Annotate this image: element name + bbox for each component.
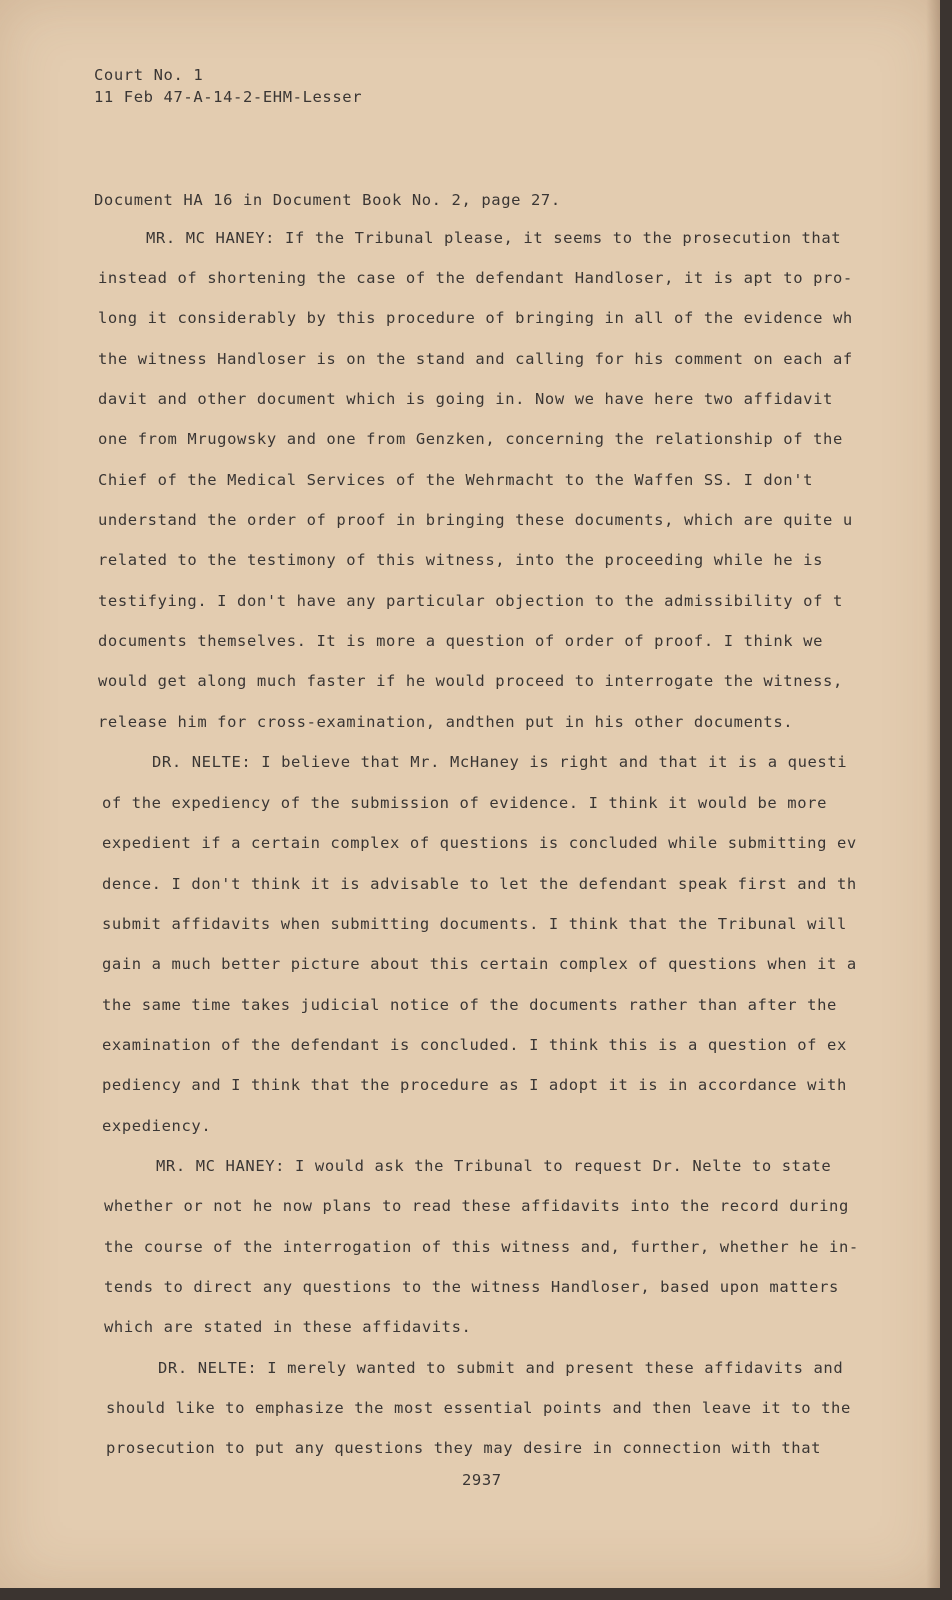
page-number: 2937 bbox=[462, 1471, 502, 1489]
text-line: gain a much better picture about this certain complex of questions when it a bbox=[102, 955, 857, 973]
text-line: long it considerably by this procedure of bringing in all of the evidence wh bbox=[98, 309, 853, 327]
text-line: testifying. I don't have any particular objection to the admissibility of t bbox=[98, 592, 843, 610]
text-line: related to the testimony of this witness, into the proceeding while he is bbox=[98, 551, 824, 569]
court-number: Court No. 1 bbox=[94, 66, 204, 84]
text-line: understand the order of proof in bringing these documents, which are quite u bbox=[98, 511, 853, 529]
text-line: the same time takes judicial notice of the documents rather than after the bbox=[102, 996, 837, 1014]
text-line: which are stated in these affidavits. bbox=[104, 1318, 472, 1336]
text-line: MR. MC HANEY: I would ask the Tribunal to request Dr. Nelte to state bbox=[156, 1157, 832, 1175]
text-line: the witness Handloser is on the stand and calling for his comment on each af bbox=[98, 350, 853, 368]
text-line: submit affidavits when submitting documents. I think that the Tribunal will bbox=[102, 915, 847, 933]
text-line: the course of the interrogation of this witness and, further, whether he in- bbox=[104, 1238, 859, 1256]
text-line: tends to direct any questions to the witness Handloser, based upon matters bbox=[104, 1278, 839, 1296]
text-line: release him for cross-examination, andthen put in his other documents. bbox=[98, 713, 794, 731]
text-line: should like to emphasize the most essential points and then leave it to the bbox=[106, 1399, 851, 1417]
text-line: whether or not he now plans to read these affidavits into the record during bbox=[104, 1197, 849, 1215]
text-line: examination of the defendant is concluded. I think this is a question of ex bbox=[102, 1036, 847, 1054]
text-line: DR. NELTE: I merely wanted to submit and present these affidavits and bbox=[158, 1359, 844, 1377]
text-line: davit and other document which is going in. Now we have here two affidavit bbox=[98, 390, 833, 408]
text-line: DR. NELTE: I believe that Mr. McHaney is right and that it is a questi bbox=[152, 753, 848, 771]
text-line: instead of shortening the case of the defendant Handloser, it is apt to pro- bbox=[98, 269, 853, 287]
text-line: one from Mrugowsky and one from Genzken, concerning the relationship of the bbox=[98, 430, 843, 448]
text-line: prosecution to put any questions they may desire in connection with that bbox=[106, 1439, 822, 1457]
text-line: Chief of the Medical Services of the Wehrmacht to the Waffen SS. I don't bbox=[98, 471, 814, 489]
document-reference: Document HA 16 in Document Book No. 2, page 27. bbox=[94, 191, 561, 209]
text-line: expedient if a certain complex of questions is concluded while submitting ev bbox=[102, 834, 857, 852]
session-reference: 11 Feb 47-A-14-2-EHM-Lesser bbox=[94, 88, 363, 106]
text-line: expediency. bbox=[102, 1117, 212, 1135]
text-line: of the expediency of the submission of evidence. I think it would be more bbox=[102, 794, 828, 812]
text-line: documents themselves. It is more a question of order of proof. I think we bbox=[98, 632, 824, 650]
text-line: would get along much faster if he would proceed to interrogate the witness, bbox=[98, 672, 843, 690]
text-line: MR. MC HANEY: If the Tribunal please, it seems to the prosecution that bbox=[146, 229, 842, 247]
text-line: dence. I don't think it is advisable to let the defendant speak first and th bbox=[102, 875, 857, 893]
text-line: pediency and I think that the procedure as I adopt it is in accordance with bbox=[102, 1076, 847, 1094]
